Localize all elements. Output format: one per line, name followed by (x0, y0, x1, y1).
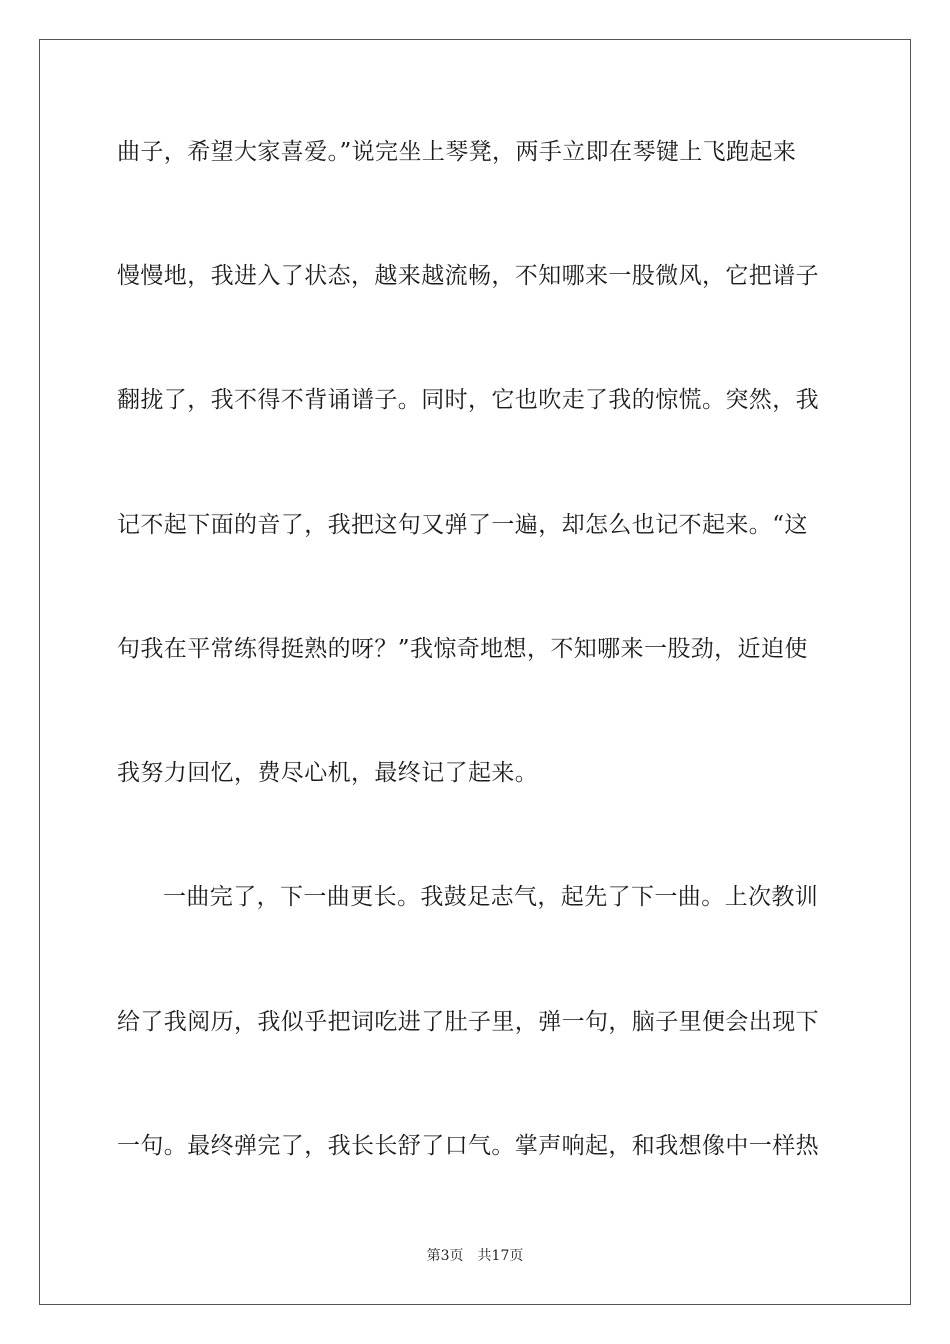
text-line-5: 句我在平常练得挺熟的呀？”我惊奇地想，不知哪来一股劲，近迫使 (117, 636, 808, 662)
page-footer (0, 1247, 950, 1265)
text-line-8: 给了我阅历，我似乎把词吃进了肚子里，弹一句，脑子里便会出现下 (117, 1009, 819, 1035)
text-line-3: 翻拢了，我不得不背诵谱子。同时，它也吹走了我的惊慌。突然，我 (117, 387, 819, 413)
text-line-6: 我努力回忆，费尽心机，最终记了起来。 (117, 760, 539, 786)
page-border (39, 39, 911, 1305)
page-total: 共17页 (477, 1248, 524, 1264)
text-line-2: 慢慢地，我进入了状态，越来越流畅，不知哪来一股微风，它把谱子 (117, 263, 819, 289)
paragraph-start-line: 一曲完了，下一曲更长。我鼓足志气，起先了下一曲。上次教训 (163, 884, 819, 910)
page-number: 第3页 (426, 1248, 464, 1264)
text-line-9: 一句。最终弹完了，我长长舒了口气。掌声响起，和我想像中一样热 (117, 1133, 819, 1159)
text-line-1: 曲子，希望大家喜爱。”说完坐上琴凳，两手立即在琴键上飞跑起来 (117, 139, 797, 165)
text-line-4: 记不起下面的音了，我把这句又弹了一遍，却怎么也记不起来。“这 (117, 512, 808, 538)
